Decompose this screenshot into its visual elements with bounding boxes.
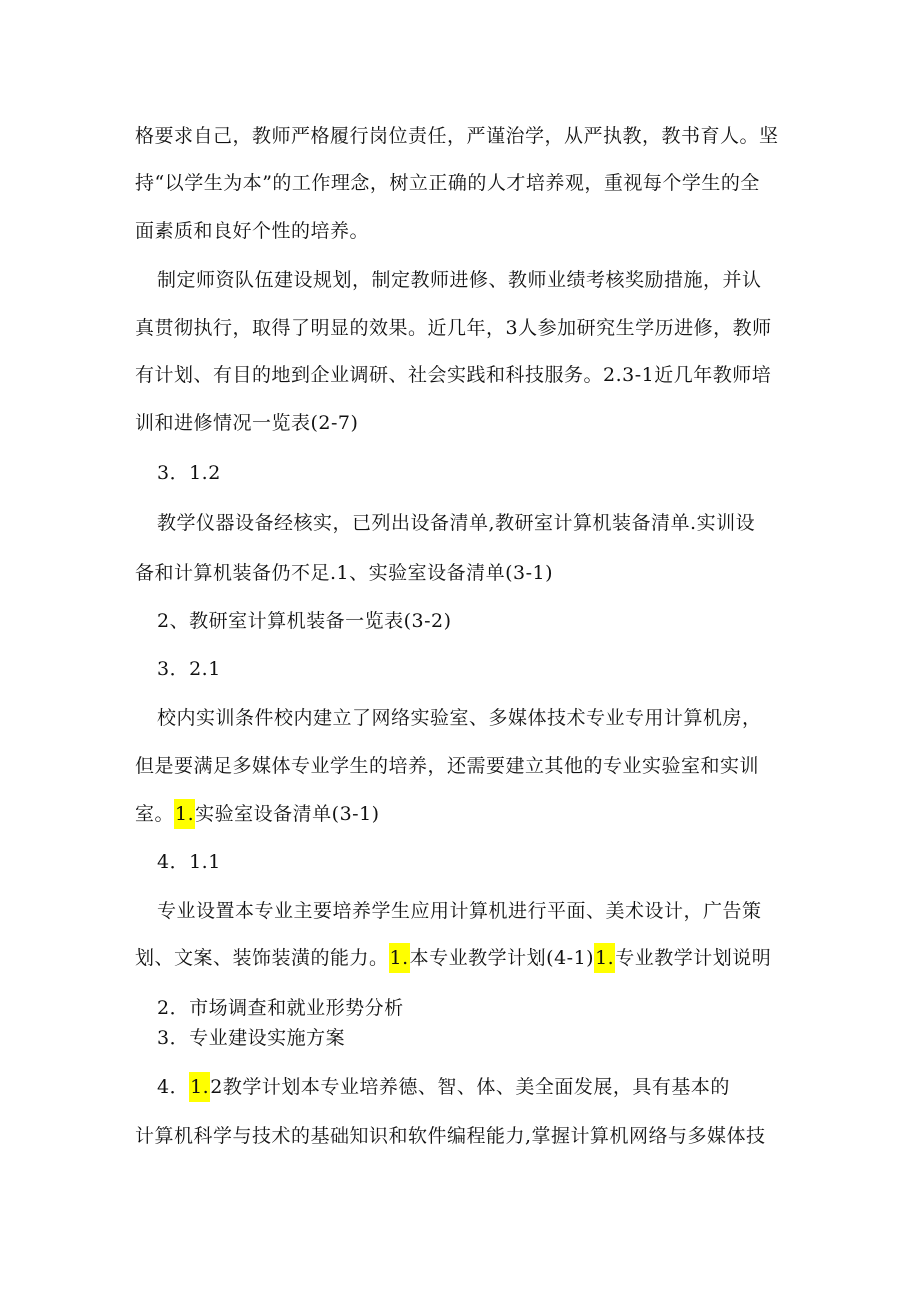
text-run: 专业教学计划说明 xyxy=(615,947,772,969)
paragraph-line: 制定师资队伍建设规划，制定教师进修、教师业绩考核奖励措施，并认 xyxy=(157,269,762,291)
paragraph-line: 格要求自己，教师严格履行岗位责任，严谨治学，从严执教，教书育人。坚 xyxy=(135,125,779,147)
paragraph-line: 教学仪器设备经核实，已列出设备清单,教研室计算机装备清单.实训设 xyxy=(157,512,756,534)
text-run: 本专业教学计划(4-1) xyxy=(409,947,595,969)
paragraph-line: 有计划、有目的地到企业调研、社会实践和科技服务。2.3-1近几年教师培 xyxy=(135,364,772,386)
paragraph-line: 训和进修情况一览表(2-7) xyxy=(135,412,359,434)
highlighted-text: 1. xyxy=(189,1072,210,1102)
list-item: 3．专业建设实施方案 xyxy=(157,1027,346,1049)
paragraph-line: 校内实训条件校内建立了网络实验室、多媒体技术专业专用计算机房， xyxy=(157,707,762,729)
text-run: 划、文案、装饰装潢的能力。 xyxy=(135,947,389,969)
section-number: 4．1.1 xyxy=(157,851,221,873)
paragraph-line xyxy=(135,946,771,970)
paragraph-line: 备和计算机装备仍不足.1、实验室设备清单(3-1) xyxy=(135,562,554,584)
paragraph-line xyxy=(135,802,380,826)
highlighted-text: 1. xyxy=(389,943,410,973)
paragraph-line: 但是要满足多媒体专业学生的培养，还需要建立其他的专业实验室和实训 xyxy=(135,755,760,777)
paragraph-line: 真贯彻执行，取得了明显的效果。近几年，3人参加研究生学历进修，教师 xyxy=(135,317,772,339)
paragraph-line: 持“以学生为本”的工作理念，树立正确的人才培养观，重视每个学生的全 xyxy=(135,172,760,194)
paragraph-line: 2、教研室计算机装备一览表(3-2) xyxy=(157,610,452,632)
paragraph-line: 专业设置本专业主要培养学生应用计算机进行平面、美术设计，广告策 xyxy=(157,900,762,922)
highlighted-text: 1. xyxy=(174,799,195,829)
text-run: 2教学计划本专业培养德、智、体、美全面发展，具有基本的 xyxy=(210,1076,730,1098)
paragraph-line: 计算机科学与技术的基础知识和软件编程能力,掌握计算机网络与多媒体技 xyxy=(135,1125,766,1147)
text-run: 4． xyxy=(157,1076,190,1098)
section-number: 3．1.2 xyxy=(157,462,221,484)
section-number: 3．2.1 xyxy=(157,658,221,680)
list-item: 2．市场调查和就业形势分析 xyxy=(157,997,404,1019)
text-run: 实验室设备清单(3-1) xyxy=(195,803,380,825)
text-run: 室。 xyxy=(135,803,175,825)
paragraph-line: 面素质和良好个性的培养。 xyxy=(135,220,370,242)
list-item xyxy=(157,1075,730,1099)
highlighted-text: 1. xyxy=(594,943,615,973)
